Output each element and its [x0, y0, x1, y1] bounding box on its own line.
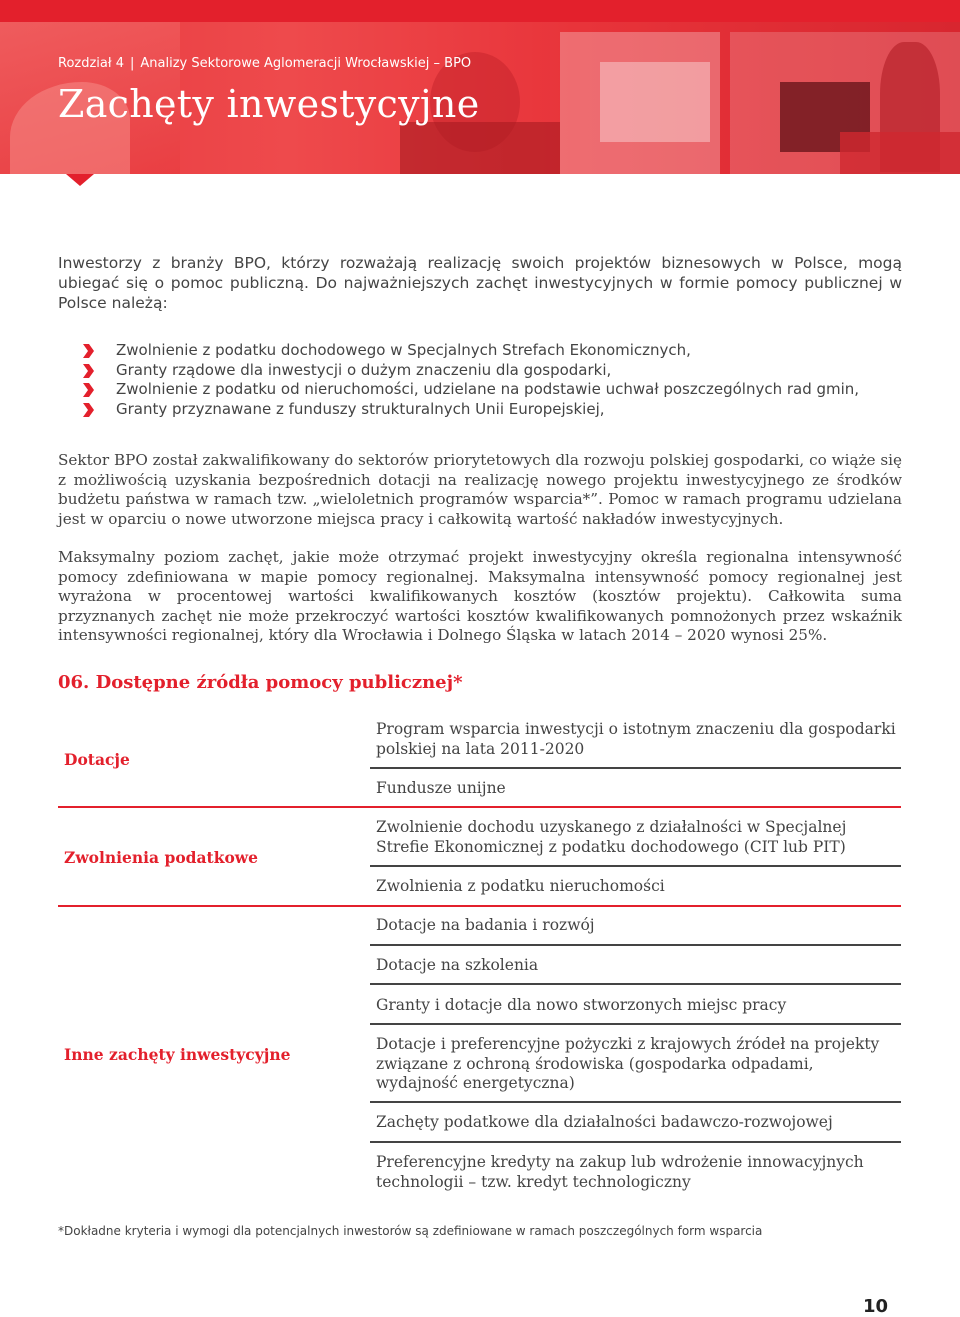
table-item: Dotacje na badania i rozwój — [376, 916, 595, 934]
incentives-list — [80, 341, 859, 419]
list-item — [80, 361, 859, 381]
row-divider — [370, 1101, 901, 1103]
row-divider — [370, 1023, 901, 1025]
footnote: *Dokładne kryteria i wymogi dla potencjalnych inwestorów są zdefiniowane w ramach poszczególnych form wsparcia — [58, 1224, 763, 1238]
group-divider — [58, 905, 901, 907]
list-item-text: Zwolnienie z podatku dochodowego w Specjalnych Strefach Ekonomicznych, — [116, 341, 691, 359]
table-item: Zwolnienie dochodu uzyskanego z działalności w Specjalnej Strefie Ekonomicznej z podatku dochodowego (CIT lub PIT) — [376, 818, 847, 856]
category-zwolnienia-podatkowe: Zwolnienia podatkowe — [64, 848, 258, 867]
table-item: Zwolnienia z podatku nieruchomości — [376, 877, 665, 895]
chevron-right-icon — [80, 363, 96, 379]
page-number: 10 — [862, 1296, 888, 1317]
breadcrumb-separator: | — [129, 56, 135, 71]
list-item — [80, 400, 859, 420]
table-item: Granty i dotacje dla nowo stworzonych miejsc pracy — [376, 996, 787, 1014]
table-item: Dotacje na szkolenia — [376, 956, 539, 974]
section-title: 06. Dostępne źródła pomocy publicznej* — [58, 672, 463, 693]
category-dotacje: Dotacje — [64, 750, 130, 769]
table-item: Preferencyjne kredyty na zakup lub wdrożenie innowacyjnych technologii – tzw. kredyt technologiczny — [376, 1153, 864, 1191]
row-divider — [370, 983, 901, 985]
row-divider — [370, 944, 901, 946]
row-divider — [370, 767, 901, 769]
category-inne-zachety: Inne zachęty inwestycyjne — [64, 1045, 291, 1064]
banner-pointer — [66, 174, 94, 186]
breadcrumb-chapter: Rozdział 4 — [58, 56, 124, 71]
table-item: Dotacje i preferencyjne pożyczki z krajowych źródeł na projekty związane z ochroną środowiska (gospodarka odpadami, wydajność energetyczna) — [376, 1035, 880, 1092]
table-item: Program wsparcia inwestycji o istotnym znaczeniu dla gospodarki polskiej na lata 2011-2020 — [376, 720, 896, 758]
list-item-text: Zwolnienie z podatku od nieruchomości, udzielane na podstawie uchwał poszczególnych rad gmin, — [116, 380, 860, 398]
breadcrumb — [58, 56, 471, 71]
list-item-text: Granty rządowe dla inwestycji o dużym znaczeniu dla gospodarki, — [116, 360, 612, 379]
chevron-right-icon — [80, 402, 96, 418]
top-red-strip — [0, 0, 960, 22]
chevron-right-icon — [80, 382, 96, 398]
page-title: Zachęty inwestycyjne — [58, 82, 480, 126]
table-item: Fundusze unijne — [376, 779, 506, 797]
breadcrumb-section: Analizy Sektorowe Aglomeracji Wrocławskiej – BPO — [140, 56, 472, 71]
chevron-right-icon — [80, 343, 96, 359]
group-divider — [58, 806, 901, 808]
list-item — [80, 341, 859, 361]
table-item: Zachęty podatkowe dla działalności badawczo-rozwojowej — [376, 1113, 833, 1131]
list-item — [80, 380, 859, 400]
list-item-text: Granty przyznawane z funduszy strukturalnych Unii Europejskiej, — [116, 399, 605, 418]
max-incentives-paragraph: Maksymalny poziom zachęt, jakie może otrzymać projekt inwestycyjny określa regionalna intensywność pomocy zdefiniowana w mapie pomocy regionalnej. Maksymalna intensywność pomocy regionalnej jest wyrażona w procentowej wartości kwalifikowanych kosztów (kosztów projektu). Całkowita suma przyznanych zachęt nie może przekroczyć wartości kosztów kwalifikowanych pomnożonych przez wskaźnik intensywności regionalnej, który dla Wrocławia i Dolnego Śląska w latach 2014 – 2020 wynosi 25%. — [58, 548, 902, 644]
intro-paragraph: Inwestorzy z branży BPO, którzy rozważają realizację swoich projektów biznesowych w Polsce, mogą ubiegać się o pomoc publiczną. Do najważniejszych zachęt inwestycyjnych w formie pomocy publicznej w Polsce należą: — [58, 254, 902, 312]
row-divider — [370, 865, 901, 867]
row-divider — [370, 1141, 901, 1143]
bpo-sector-paragraph: Sektor BPO został zakwalifikowany do sektorów priorytetowych dla rozwoju polskiej gospodarki, co wiąże się z możliwością uzyskania bezpośrednich dotacji na realizację nowego projektu inwestycyjnego ze środków budżetu państwa w ramach tzw. „wieloletnich programów wsparcia*”. Pomoc w ramach programu udzielana jest w oparciu o nowe utworzone miejsca pracy i całkowitą wartość nakładów inwestycyjnych. — [58, 451, 902, 528]
